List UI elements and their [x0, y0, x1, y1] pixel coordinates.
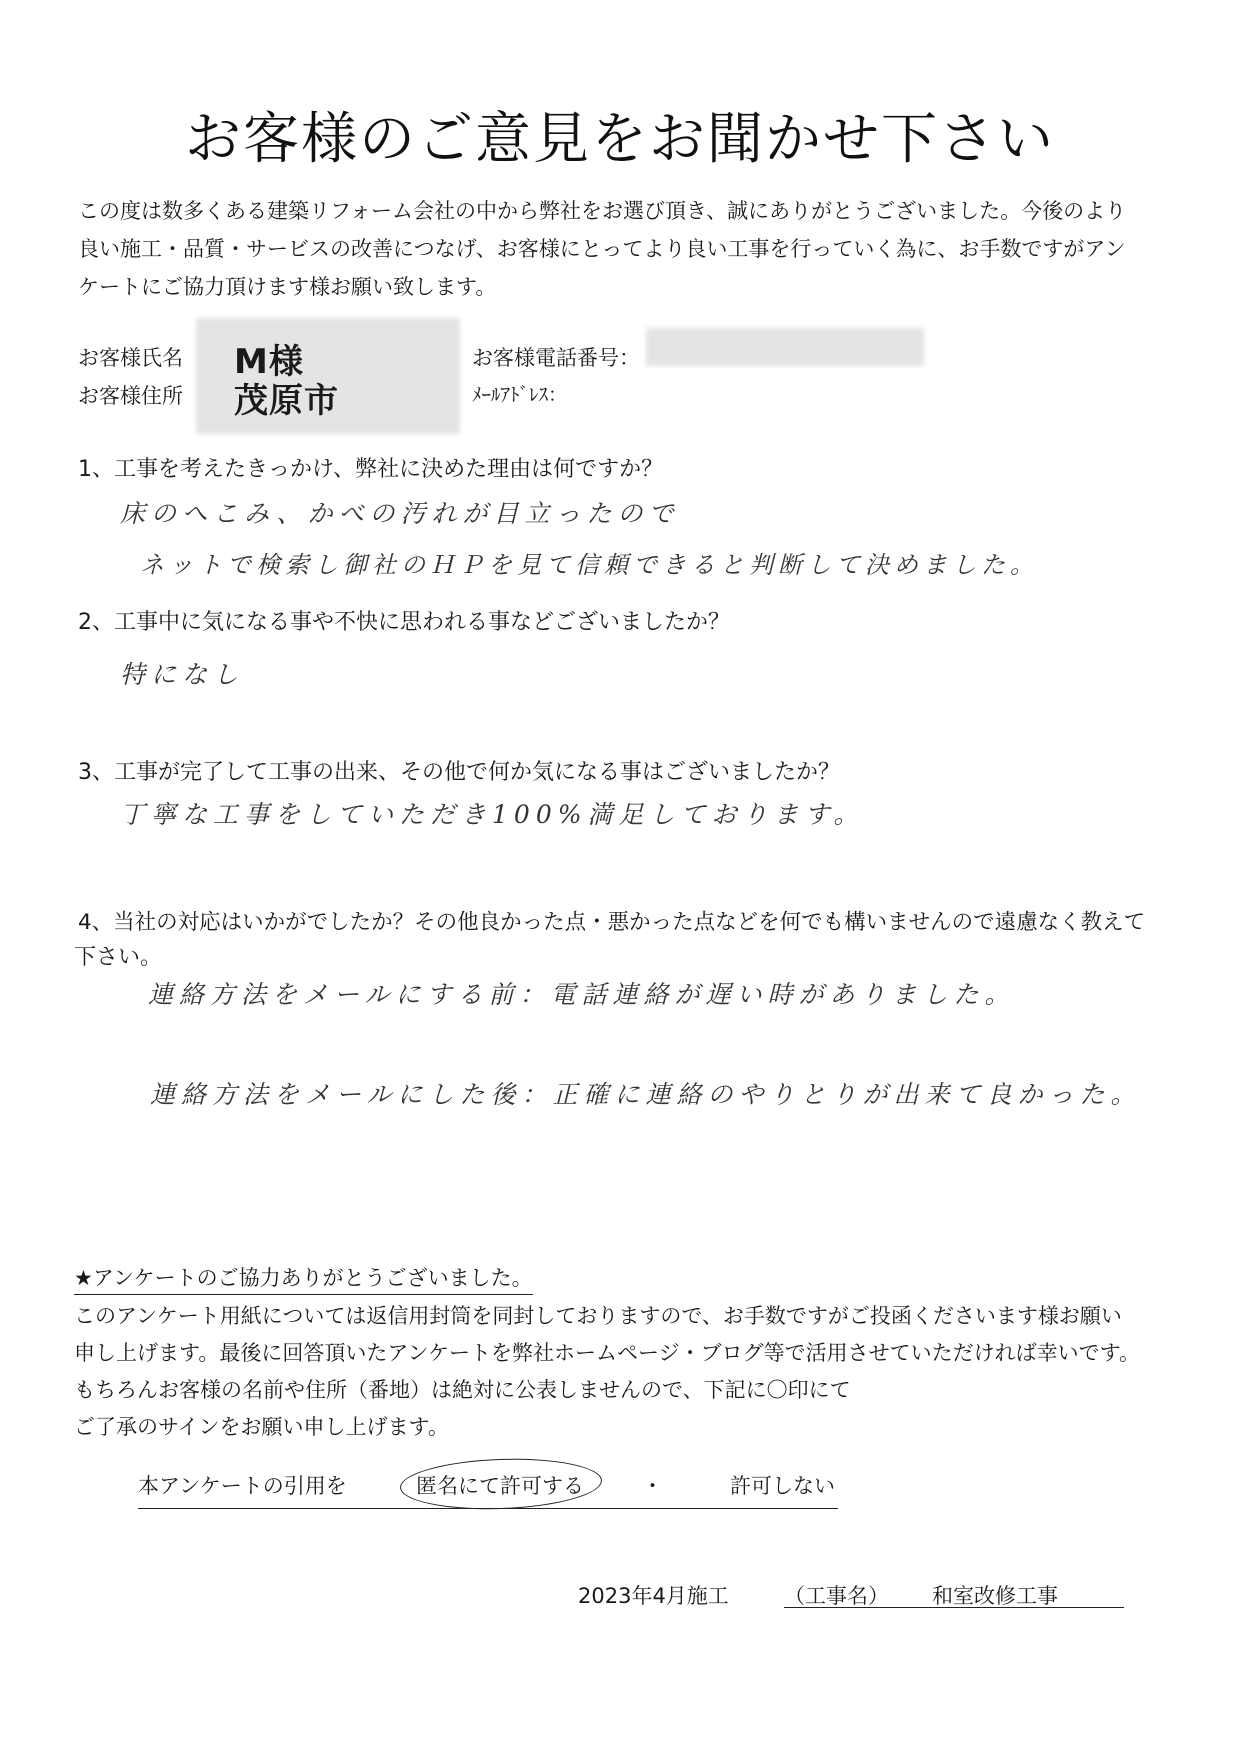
- question-1: 1、工事を考えたきっかけ、弊社に決めた理由は何ですか？: [78, 457, 664, 482]
- customer-address-value: 茂原市: [234, 381, 339, 421]
- question-4-line-2: 下さい。: [74, 945, 163, 970]
- customer-address-label: お客様住所: [78, 384, 183, 408]
- consent-option-yes[interactable]: 匿名にて許可する: [416, 1474, 584, 1498]
- intro-line: ケートにご協力頂けます様お願い致します。: [78, 275, 497, 299]
- answer-4-line-1: 連絡方法をメールにする前：電話連絡が遅い時がありました。: [148, 980, 1016, 1009]
- answer-1-line-1: 床のへこみ、かべの汚れが目立ったので: [120, 499, 680, 528]
- footer-text: [74, 1298, 1184, 1446]
- answer-1-line-2: ネットで検索し御社のＨＰを見て信頼できると判断して決めました。: [140, 551, 1039, 579]
- consent-option-no[interactable]: 許可しない: [730, 1474, 835, 1498]
- construction-date: 2023年4月施工: [578, 1584, 729, 1608]
- customer-name-label: お客様氏名: [78, 346, 183, 370]
- consent-separator: ・: [642, 1474, 663, 1498]
- intro-line: この度は数多くある建築リフォーム会社の中から弊社をお選び頂き、誠にありがとうございました。今後のより: [78, 199, 1127, 223]
- question-3: 3、工事が完了して工事の出来、その他で何か気になる事はございましたか？: [78, 760, 840, 785]
- intro-text: [78, 192, 1178, 306]
- footer-line: ご了承のサインをお願い申し上げます。: [74, 1415, 449, 1439]
- customer-email-label: ﾒｰﾙｱﾄﾞﾚｽ：: [472, 384, 568, 406]
- construction-name-label: （工事名）: [784, 1584, 889, 1608]
- footer-line: もちろんお客様の名前や住所（番地）は絶対に公表しませんので、下記に〇印にて: [74, 1378, 851, 1402]
- footer-line: このアンケート用紙については返信用封筒を同封しておりますので、お手数ですがご投函くださいます様お願い: [74, 1304, 1122, 1328]
- customer-phone-label: お客様電話番号：: [472, 346, 640, 370]
- customer-name-value: M様: [234, 342, 304, 382]
- answer-3: 丁寧な工事をしていただき100%満足しております。: [120, 800, 865, 829]
- answer-4-line-2: 連絡方法をメールにした後：正確に連絡のやりとりが出来て良かった。: [150, 1080, 1142, 1109]
- page-title: お客様のご意見をお聞かせ下さい: [185, 107, 1055, 172]
- question-4-line-1: 4、当社の対応はいかがでしたか？その他良かった点・悪かった点などを何でも構いませんので遠慮なく教えて: [78, 910, 1146, 935]
- question-2: 2、工事中に気になる事や不快に思われる事などございましたか？: [78, 610, 730, 635]
- footer-line: 申し上げます。最後に回答頂いたアンケートを弊社ホームページ・ブログ等で活用させていただければ幸いです。: [74, 1341, 1140, 1365]
- construction-name-value: 和室改修工事: [932, 1584, 1058, 1608]
- footer-heading: ★アンケートのご協力ありがとうございました。: [74, 1262, 533, 1295]
- consent-prefix: 本アンケートの引用を: [138, 1474, 347, 1498]
- answer-2: 特になし: [120, 660, 245, 689]
- redaction-block: [646, 328, 924, 366]
- intro-line: 良い施工・品質・サービスの改善につなげ、お客様にとってより良い工事を行っていく為に、お手数ですがアン: [78, 237, 1126, 261]
